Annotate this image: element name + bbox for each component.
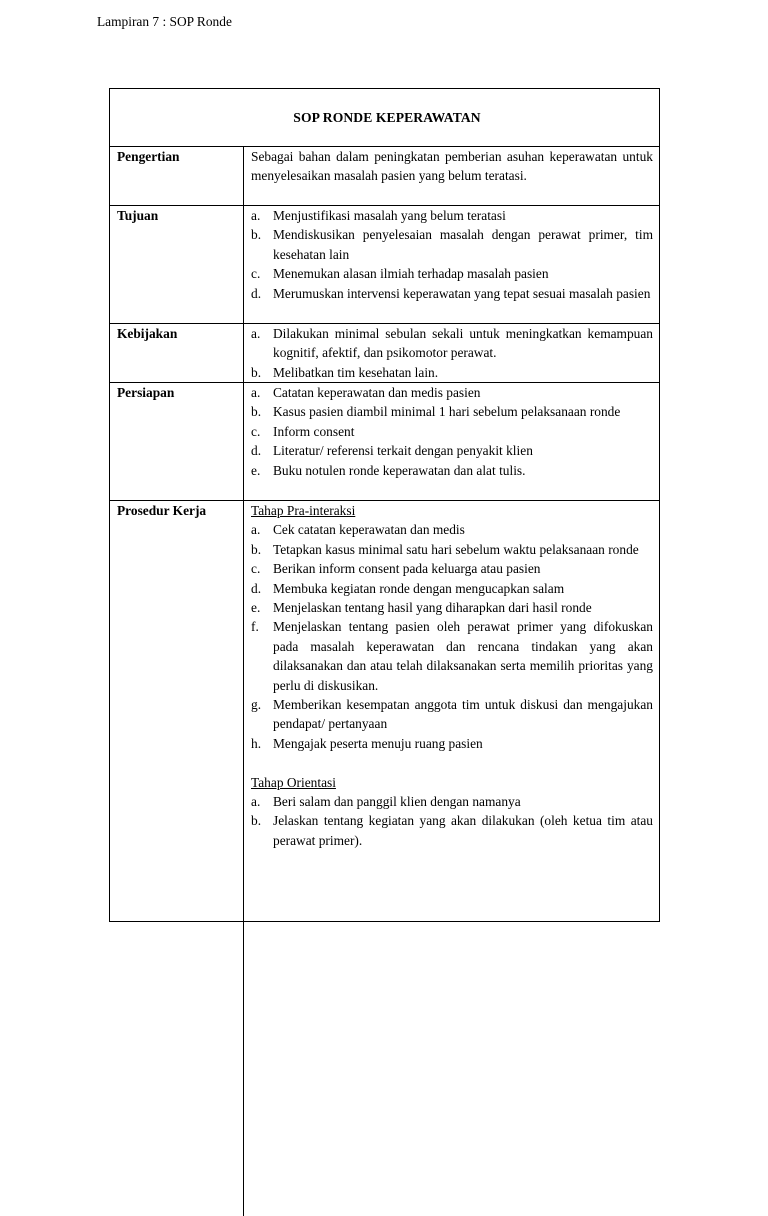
list-item: b. Melibatkan tim kesehatan lain. <box>251 364 439 380</box>
sop-table <box>109 88 660 922</box>
spacer <box>251 753 653 772</box>
list-item: f. Menjelaskan tentang pasien oleh perawat primer yang difokuskan pada masalah keperawatan dan rencana tindakan yang akan dilaksanakan dan atau telah dilaksanakan serta memilih prioritas yang perlu di diskusikan. <box>251 619 653 693</box>
row-label: Kebijakan <box>110 324 244 382</box>
list-item: b. Kasus pasien diambil minimal 1 hari sebelum pelaksanaan ronde <box>251 404 621 420</box>
list-item: e. Menjelaskan tentang hasil yang diharapkan dari hasil ronde <box>251 600 592 616</box>
list-item: a. Menjustifikasi masalah yang belum teratasi <box>251 208 506 223</box>
list-item: e. Buku notulen ronde keperawatan dan alat tulis. <box>251 462 526 478</box>
row-label: Prosedur Kerja <box>110 501 244 1216</box>
definition-text: Sebagai bahan dalam peningkatan pemberian asuhan keperawatan untuk menyelesaikan masalah pasien yang belum teratasi. <box>251 149 653 184</box>
row-persiapan <box>110 383 659 501</box>
list-item: a. Cek catatan keperawatan dan medis <box>251 522 465 538</box>
list-item: g. Memberikan kesempatan anggota tim untuk diskusi dan mengajukan pendapat/ pertanyaan <box>251 697 653 732</box>
list-item: d. Membuka kegiatan ronde dengan mengucapkan salam <box>251 580 565 596</box>
list-item: c. Berikan inform consent pada keluarga atau pasien <box>251 561 541 577</box>
row-content <box>244 501 659 1216</box>
row-label: Persiapan <box>110 383 244 500</box>
row-content <box>244 147 659 205</box>
list-item: b. Jelaskan tentang kegiatan yang akan dilakukan (oleh ketua tim atau perawat primer). <box>251 813 653 848</box>
row-content <box>244 206 659 323</box>
sop-title: SOP RONDE KEPERAWATAN <box>110 89 659 147</box>
row-prosedur-kerja <box>110 501 659 1216</box>
list-item: a. Beri salam dan panggil klien dengan namanya <box>251 794 521 810</box>
stage-heading: Tahap Pra-interaksi <box>251 503 356 518</box>
list-item: d. Merumuskan intervensi keperawatan yang tepat sesuai masalah pasien <box>251 285 651 301</box>
row-pengertian <box>110 147 659 206</box>
list-item: a. Dilakukan minimal sebulan sekali untuk meningkatkan kemampuan kognitif, afektif, dan psikomotor perawat. <box>251 326 653 361</box>
row-content <box>244 324 659 382</box>
row-content <box>244 383 659 500</box>
list-item: d. Literatur/ referensi terkait dengan penyakit klien <box>251 443 533 459</box>
list-item: b. Mendiskusikan penyelesaian masalah dengan perawat primer, tim kesehatan lain <box>251 227 653 262</box>
list-item: c. Menemukan alasan ilmiah terhadap masalah pasien <box>251 266 549 282</box>
row-label: Pengertian <box>110 147 244 205</box>
list-item: c. Inform consent <box>251 423 355 439</box>
list-item: b. Tetapkan kasus minimal satu hari sebelum waktu pelaksanaan ronde <box>251 541 639 557</box>
row-kebijakan <box>110 324 659 383</box>
list-item: a. Catatan keperawatan dan medis pasien <box>251 385 481 400</box>
page-header: Lampiran 7 : SOP Ronde <box>97 14 232 29</box>
row-label: Tujuan <box>110 206 244 323</box>
list-item: h. Mengajak peserta menuju ruang pasien <box>251 735 483 751</box>
stage-heading: Tahap Orientasi <box>251 774 336 790</box>
row-tujuan <box>110 206 659 324</box>
